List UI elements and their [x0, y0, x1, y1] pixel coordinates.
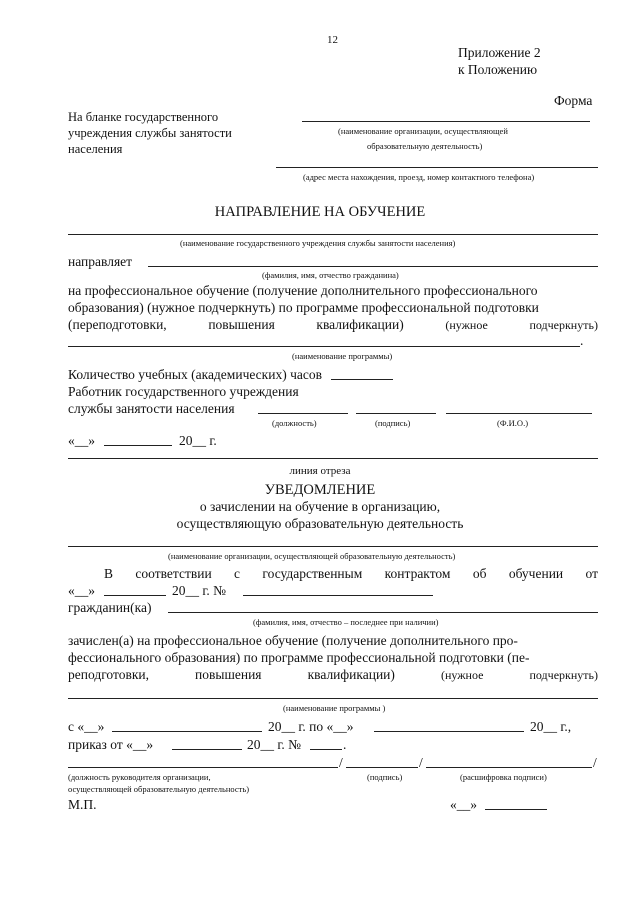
notice-citizen-caption: (фамилия, имя, отчество – последнее при наличии) [253, 617, 439, 627]
program-name-line[interactable] [68, 346, 580, 347]
head-decode-line[interactable] [426, 767, 592, 768]
notice-org-line[interactable] [68, 546, 598, 547]
period-mid: 20__ г. по «__» [268, 719, 354, 734]
worker-line1: Работник государственного учреждения [68, 384, 299, 399]
citizen-name-line[interactable] [148, 266, 598, 267]
word: об [472, 566, 487, 581]
citizen-caption: (фамилия, имя, отчество гражданина) [262, 270, 399, 280]
word: с [234, 566, 241, 581]
notice-citizen-line[interactable] [168, 612, 598, 613]
signature-line[interactable] [356, 413, 436, 414]
contract-date-mid: 20__ г. № [172, 583, 227, 598]
caption-fullname: (Ф.И.О.) [497, 418, 529, 428]
agency-caption: (наименование государственного учреждения службы занятости населения) [180, 238, 456, 248]
contract-number-line[interactable] [243, 595, 433, 596]
address-caption: (адрес места нахождения, проезд, номер контактного телефона) [303, 172, 535, 182]
contract-line [104, 566, 598, 582]
org-caption-line2: образовательную деятельность) [367, 141, 483, 151]
agency-name-line[interactable] [68, 234, 598, 235]
program-end-dot: . [580, 333, 584, 348]
notice-program-caption: (наименование программы ) [283, 703, 386, 713]
word: обучении [508, 566, 564, 581]
head-signature-line[interactable] [346, 767, 418, 768]
contract-date-prefix: «__» [68, 583, 95, 598]
sends-label: направляет [68, 254, 133, 269]
notice-body-line2: фессионального образования) по программе профессиональной подготовки (пе- [68, 650, 530, 665]
word: В [104, 566, 114, 581]
notice-body-line3 [68, 667, 598, 683]
word: соответствии [135, 566, 212, 581]
hours-label: Количество учебных (академических) часов [68, 367, 322, 382]
order-end: . [343, 737, 347, 752]
worker-line2: службы занятости населения [68, 401, 235, 416]
hours-input-line[interactable] [331, 379, 393, 380]
contract-month-line[interactable] [104, 595, 166, 596]
org-caption-line1: (наименование организации, осуществляющей [338, 126, 508, 136]
direction-body-line3 [68, 317, 598, 333]
word: государственным [262, 566, 363, 581]
head-decode-caption: (расшифровка подписи) [460, 772, 547, 782]
order-number-line[interactable] [310, 749, 342, 750]
letterhead-line1: На бланке государственного [68, 110, 219, 124]
caption-signature: (подпись) [375, 418, 411, 428]
word: подчеркнуть) [529, 668, 598, 682]
notice-body-line1: зачислен(а) на профессиональное обучение (получение дополнительного про- [68, 633, 518, 648]
head-caption1: (должность руководителя организации, [68, 772, 211, 782]
notice-subtitle1: о зачислении на обучение в организацию, [199, 499, 441, 514]
word: (нужное [445, 318, 488, 332]
head-signature-caption: (подпись) [367, 772, 403, 782]
direction-body-line2: образования) (нужное подчеркнуть) по программе профессиональной подготовки [68, 300, 539, 315]
period-to-line[interactable] [374, 731, 524, 732]
org-name-line[interactable] [302, 121, 590, 122]
notice-program-line[interactable] [68, 698, 598, 699]
head-position-line[interactable] [68, 767, 338, 768]
word: реподготовки, [68, 667, 149, 682]
word: квалификации) [316, 317, 404, 332]
order-prefix: приказ от «__» [68, 737, 154, 752]
program-caption: (наименование программы) [292, 351, 393, 361]
cut-line-rule [68, 458, 598, 459]
stamp-label: М.П. [68, 797, 97, 812]
period-end: 20__ г., [530, 719, 572, 734]
word: (переподготовки, [68, 317, 167, 332]
citizen-label: гражданин(ка) [68, 600, 152, 615]
fullname-line[interactable] [446, 413, 592, 414]
form-label: Форма [554, 93, 593, 108]
bottom-date-line[interactable] [485, 809, 547, 810]
order-mid: 20__ г. № [247, 737, 302, 752]
word: (нужное [440, 668, 484, 682]
period-from-line[interactable] [112, 731, 262, 732]
notice-subtitle2: осуществляющую образовательную деятельность [176, 516, 464, 531]
letterhead-line3: населения [68, 142, 123, 156]
letterhead-line2: учреждения службы занятости [68, 126, 232, 140]
date-year: 20__ г. [179, 433, 217, 448]
word: контрактом [384, 566, 451, 581]
page-number: 12 [327, 34, 338, 46]
date-prefix: «__» [68, 433, 95, 448]
notice-title: УВЕДОМЛЕНИЕ [264, 482, 376, 498]
head-caption2: осуществляющей образовательную деятельность) [68, 784, 250, 794]
position-line[interactable] [258, 413, 348, 414]
word: повышения [208, 317, 275, 332]
slash-2: / [419, 755, 423, 770]
direction-title: НАПРАВЛЕНИЕ НА ОБУЧЕНИЕ [214, 204, 426, 220]
appendix-line1: Приложение 2 [458, 45, 541, 60]
address-line[interactable] [276, 167, 598, 168]
word: от [585, 566, 598, 581]
caption-position: (должность) [272, 418, 317, 428]
appendix-line2: к Положению [458, 62, 538, 77]
cut-line-label: линия отреза [289, 465, 351, 477]
notice-org-caption: (наименование организации, осуществляющей образовательную деятельность) [168, 551, 456, 561]
word: подчеркнуть) [529, 318, 598, 332]
direction-body-line1: на профессиональное обучение (получение дополнительного профессионального [68, 283, 538, 298]
period-from: с «__» [68, 719, 105, 734]
word: повышения [195, 667, 262, 682]
bottom-date-prefix: «__» [450, 797, 477, 812]
date-month-line[interactable] [104, 445, 172, 446]
slash-3: / [593, 755, 597, 770]
slash-1: / [339, 755, 343, 770]
order-month-line[interactable] [172, 749, 242, 750]
word: квалификации) [307, 667, 395, 682]
